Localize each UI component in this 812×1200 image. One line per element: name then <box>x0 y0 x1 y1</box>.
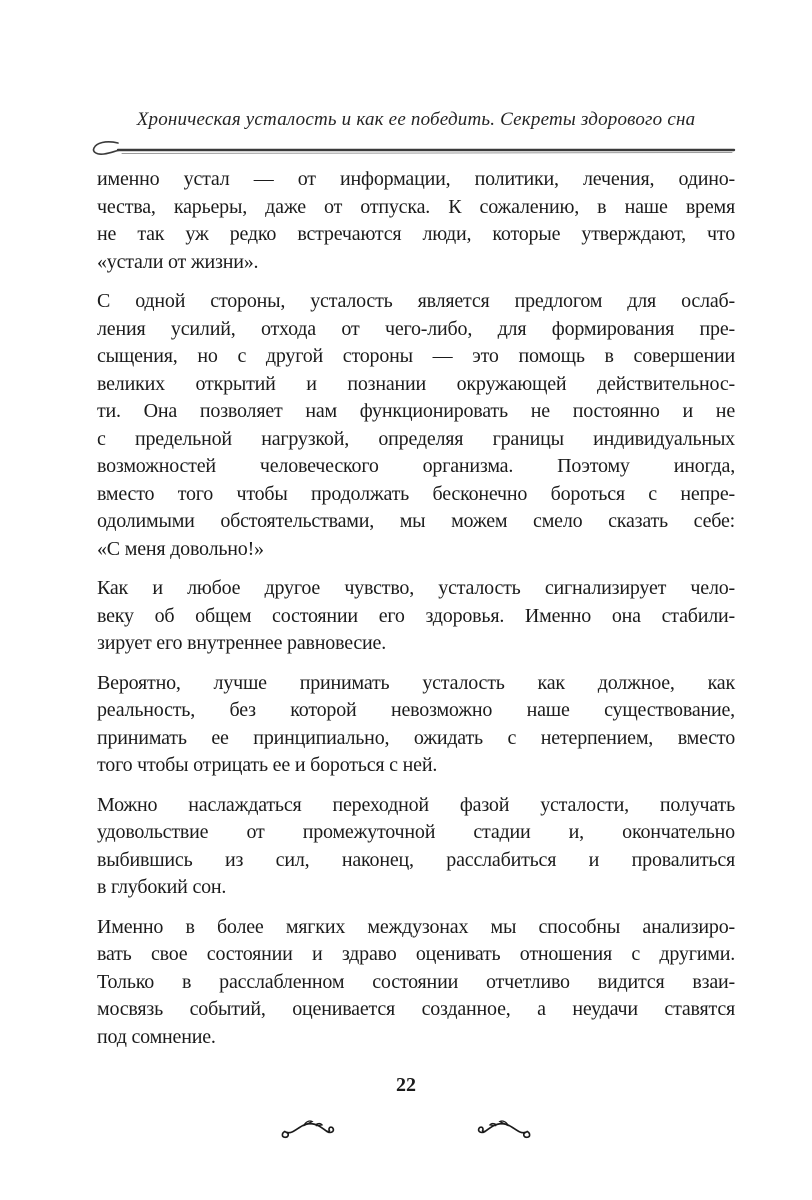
text-line: вместо того чтобы продолжать бесконечно бороться с непре- <box>97 482 735 505</box>
running-header: Хроническая усталость и как ее победить. Секреты здорового сна <box>136 109 696 130</box>
text-line: того чтобы отрицать ее и бороться с ней. <box>97 754 438 776</box>
flourish-left-icon <box>279 1112 337 1146</box>
text-line: под сомнение. <box>97 1025 216 1048</box>
page-number: 22 <box>396 1074 416 1096</box>
footer-ornaments <box>0 1112 812 1146</box>
header-rule-swash <box>88 133 740 161</box>
text-line: удовольствие от промежуточной стадии и, окончательно <box>97 821 735 843</box>
text-line: С одной стороны, усталость является предлогом для ослаб- <box>97 290 735 312</box>
text-line: «устали от жизни». <box>97 250 259 273</box>
text-line: в глубокий сон. <box>97 876 227 898</box>
paragraph <box>97 792 735 902</box>
text-line: ления усилий, отхода от чего-либо, для формирования пре- <box>97 317 735 340</box>
body-text <box>97 166 735 1051</box>
text-line: Как и любое другое чувство, усталость сигнализирует чело- <box>97 577 735 599</box>
text-line: веку об общем состоянии его здоровья. Именно она стабили- <box>97 604 735 627</box>
text-line: возможностей человеческого организма. Поэтому иногда, <box>97 455 735 477</box>
text-line: вать свое состоянии и здраво оценивать отношения с другими. <box>97 943 735 965</box>
paragraph <box>97 166 735 276</box>
text-line: одолимыми обстоятельствами, мы можем смело сказать себе: <box>97 510 735 532</box>
text-line: именно устал — от информации, политики, лечения, одино- <box>97 168 735 190</box>
text-line: великих открытий и познании окружающей действительнос- <box>97 372 735 395</box>
text-line: не так уж редко встречаются люди, которые утверждают, что <box>97 223 735 245</box>
text-line: чества, карьеры, даже от отпуска. К сожалению, в наше время <box>97 195 735 218</box>
paragraph <box>97 670 735 780</box>
text-line: принимать ее принципиально, ожидать с нетерпением, вместо <box>97 726 735 749</box>
paragraph <box>97 914 735 1052</box>
text-line: мосвязь событий, оценивается созданное, а неудачи ставятся <box>97 998 735 1020</box>
text-line: Только в расслабленном состоянии отчетливо видится взаи- <box>97 970 735 993</box>
text-line: Именно в более мягких междузонах мы способны анализиро- <box>97 915 735 938</box>
text-line: «С меня довольно!» <box>97 537 264 560</box>
flourish-right-icon <box>475 1112 533 1146</box>
paragraph <box>97 575 735 658</box>
text-line: сыщения, но с другой стороны — это помощь в совершении <box>97 345 735 367</box>
text-line: с предельной нагрузкой, определяя границы индивидуальных <box>97 427 735 450</box>
text-line: Можно наслаждаться переходной фазой усталости, получать <box>97 793 735 816</box>
text-line: Вероятно, лучше принимать усталость как должное, как <box>97 671 735 694</box>
text-line: выбившись из сил, наконец, расслабиться и провалиться <box>97 848 735 871</box>
text-line: реальность, без которой невозможно наше существование, <box>97 699 735 721</box>
text-line: зирует его внутреннее равновесие. <box>97 632 387 654</box>
text-line: ти. Она позволяет нам функционировать не постоянно и не <box>97 400 735 422</box>
paragraph <box>97 288 735 563</box>
